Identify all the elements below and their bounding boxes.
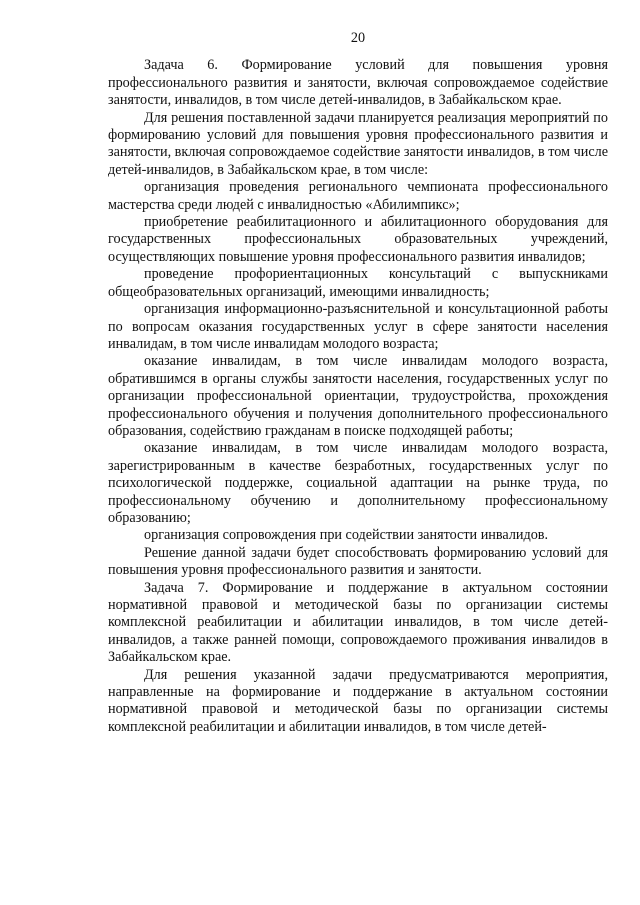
task-7-intro-paragraph: Для решения указанной задачи предусматриваются мероприятия, направленные на формирование и поддержание в актуальном состоянии нормативной правовой и методической базы по организации системы комплексной реабилитации и абилитации инвалидов, в том числе детей- (108, 666, 608, 735)
measure-employment-support: организация сопровождения при содействии занятости инвалидов. (144, 527, 549, 544)
document-page (108, 30, 608, 736)
measure-psychological-support: оказание инвалидам, в том числе инвалидам молодого возраста, зарегистрированным в качестве безработных, государственных услуг по психологической поддержке, социальной адаптации на рынке труда, по профессиональному обучению и дополнительному профессиональному образованию; (108, 440, 608, 526)
measure-equipment-purchase: приобретение реабилитационного и абилитационного оборудования для государственных профессиональных образовательных учреждений, осуществляющих повышение уровня профессионального развития инвалидов; (108, 214, 608, 265)
task-6-intro-paragraph: Для решения поставленной задачи планируется реализация мероприятий по формированию условий для повышения уровня профессионального развития и занятости, включая сопровождаемое содействие занятости инвалидов, в том числе детей-инвалидов, в Забайкальском крае, в том числе: (108, 109, 608, 178)
measure-information-work: организация информационно-разъяснительной и консультационной работы по вопросам оказания государственных услуг в сфере занятости населения инвалидам, в том числе инвалидам молодого возраста; (108, 301, 608, 352)
measure-abilympics: организация проведения регионального чемпионата профессионального мастерства среди людей с инвалидностью «Абилимпикс»; (108, 179, 608, 213)
task-7-heading: Задача 7. Формирование и поддержание в актуальном состоянии нормативной правовой и методической базы по организации системы комплексной реабилитации и абилитации инвалидов, в том числе детей-инвалидов, а также ранней помощи, сопровождаемого проживания инвалидов в Забайкальском крае. (108, 579, 608, 666)
measure-employment-services: оказание инвалидам, в том числе инвалидам молодого возраста, обратившимся в органы службы занятости населения, государственных услуг по организации профессиональной ориентации, трудоустройства, прохождения профессионального обучения и получения дополнительного профессионального образования, содействию гражданам в поиске подходящей работы; (108, 353, 608, 439)
page-number: 20 (350, 30, 366, 46)
task-6-heading: Задача 6. Формирование условий для повышения уровня профессионального развития и занятости, включая сопровождаемое содействие занятости, инвалидов, в том числе детей-инвалидов, в Забайкальском крае. (108, 57, 608, 109)
task-6-conclusion-paragraph: Решение данной задачи будет способствовать формированию условий для повышения уровня профессионального развития и занятости. (108, 544, 608, 579)
measure-career-consultations: проведение профориентационных консультаций с выпускниками общеобразовательных организаций, имеющими инвалидность; (108, 266, 608, 300)
